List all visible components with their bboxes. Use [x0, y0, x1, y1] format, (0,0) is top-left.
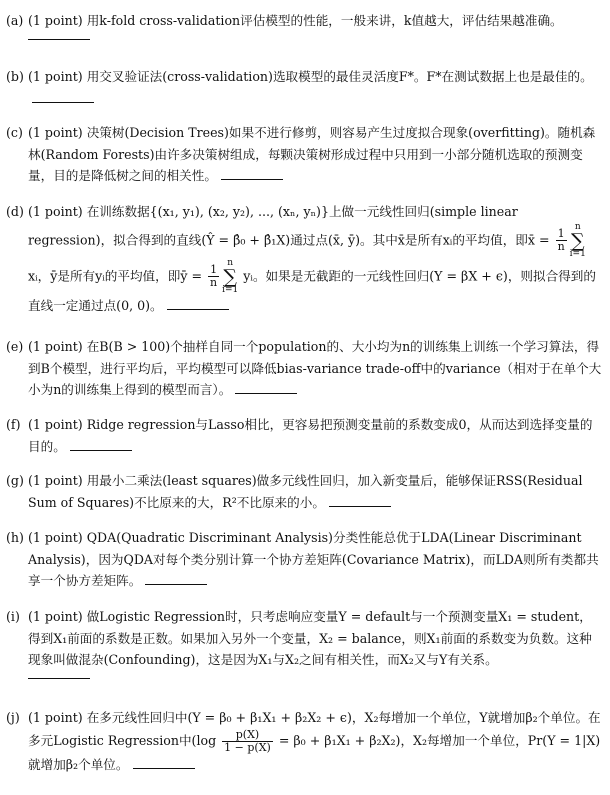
question-text: (1 point) 用交叉验证法(cross-validation)选取模型的最佳灵活度F*。F*在测试数据上也是最佳的。	[28, 66, 604, 109]
question-b	[6, 66, 604, 109]
question-j	[6, 707, 604, 775]
summation-sign: n ∑ i=1	[222, 257, 239, 295]
question-label: (e)	[6, 339, 24, 354]
question-label: (b)	[6, 69, 24, 84]
question-text: (1 point) 用最小二乘法(least squares)做多元线性回归，加入新变量后，能够保证RSS(Residual Sum of Squares)不比原来的大，R²不比原来的小。	[28, 473, 583, 510]
answer-blank[interactable]	[329, 505, 391, 507]
question-a	[6, 10, 604, 40]
question-h	[6, 527, 604, 592]
question-label: (h)	[6, 530, 24, 545]
answer-blank[interactable]	[145, 583, 207, 585]
fraction-one-over-n: $\frac{1}{n}$	[557, 227, 565, 253]
answer-blank[interactable]	[221, 178, 283, 180]
question-label: (i)	[6, 609, 20, 624]
question-label: (a)	[6, 13, 24, 28]
question-label: (f)	[6, 417, 21, 432]
answer-blank[interactable]	[70, 449, 132, 451]
answer-blank[interactable]	[28, 38, 90, 40]
fraction-one-over-n: $\frac{1}{n}$	[210, 263, 218, 289]
answer-blank[interactable]	[133, 767, 195, 769]
question-d	[6, 201, 604, 316]
summation-sign: n ∑ i=1	[569, 221, 586, 259]
question-e	[6, 336, 604, 401]
question-g	[6, 470, 604, 513]
question-text: (1 point) Ridge regression与Lasso相比，更容易把预测变量前的系数变成0，从而达到选择变量的目的。	[28, 417, 593, 454]
answer-blank[interactable]	[28, 677, 90, 679]
question-label: (c)	[6, 125, 23, 140]
question-text: (1 point) 决策树(Decision Trees)如果不进行修剪，则容易产生过度拟合现象(overfitting)。随机森林(Random Forests)由许多决策树组成，每颗决策树形成过程中只用到一小部分随机选取的预测变量，目的是降低树之间的相关性。	[28, 125, 596, 183]
question-text: (1 point) 在B(B > 100)个抽样自同一个population的、大小均为n的训练集上训练一个学习算法，得到B个模型，进行平均后，平均模型可以降低bias-variance trade-off中的variance（相对于在单个大小为n的训练集上得到的模型而言）。	[28, 339, 602, 397]
question-text: (1 point) 做Logistic Regression时，只考虑响应变量Y = default与一个预测变量X₁ = student，得到X₁前面的系数是正数。如果加入另外一个变量，X₂ = balance，则X₁前面的系数变为负数。这种现象叫做混杂(Confounding)，这是因为X₁与X₂之间有相关性，而X₂又与Y有关系。	[28, 606, 604, 679]
question-f	[6, 414, 604, 457]
question-label: (g)	[6, 473, 24, 488]
answer-blank[interactable]	[32, 101, 94, 103]
answer-blank[interactable]	[235, 392, 297, 394]
question-text: (1 point) 在多元线性回归中(Y = β₀ + β₁X₁ + β₂X₂ + ϵ)，X₂每增加一个单位，Y就增加β₂个单位。在多元Logistic Regression中(log $\frac{p(X)}{1 - p(X)}$ = β₀ + β₁X₁ + β₂X₂)，X₂每增加一个单位，Pr(Y = 1|X)就增加β₂个单位。	[28, 710, 601, 772]
question-text: (1 point) 用k-fold cross-validation评估模型的性能，一般来讲，k值越大，评估结果越准确。	[28, 10, 604, 40]
answer-blank[interactable]	[167, 308, 229, 310]
question-c	[6, 122, 604, 187]
question-label: (j)	[6, 710, 20, 725]
question-text: (1 point) 在训练数据{(x₁, y₁), (x₂, y₂), ..., (xₙ, yₙ)}上做一元线性回归(simple linear regression)，拟合得到的直线(Ŷ = β̂₀ + β̂₁X)通过点(x̄, ȳ)。其中x̄是所有xᵢ的平均值，即x̄ = $\frac{1}{n}$ n ∑ i=1 xᵢ，ȳ是所有yᵢ的平均值，即ȳ = $\frac{1}{n}$ n ∑ i=1 yᵢ。如果是无截距的一元线性回归(Y = βX + ϵ)，则拟合得到的直线一定通过点(0, 0)。	[28, 204, 596, 313]
fraction-odds: $\frac{p(X)}{1 - p(X)}$	[224, 727, 271, 754]
question-label: (d)	[6, 204, 24, 219]
question-i	[6, 606, 604, 679]
question-text: (1 point) QDA(Quadratic Discriminant Analysis)分类性能总优于LDA(Linear Discriminant Analysis)，因为QDA对每个类分别计算一个协方差矩阵(Covariance Matrix)，而LDA则所有类都共享一个协方差矩阵。	[28, 530, 599, 588]
